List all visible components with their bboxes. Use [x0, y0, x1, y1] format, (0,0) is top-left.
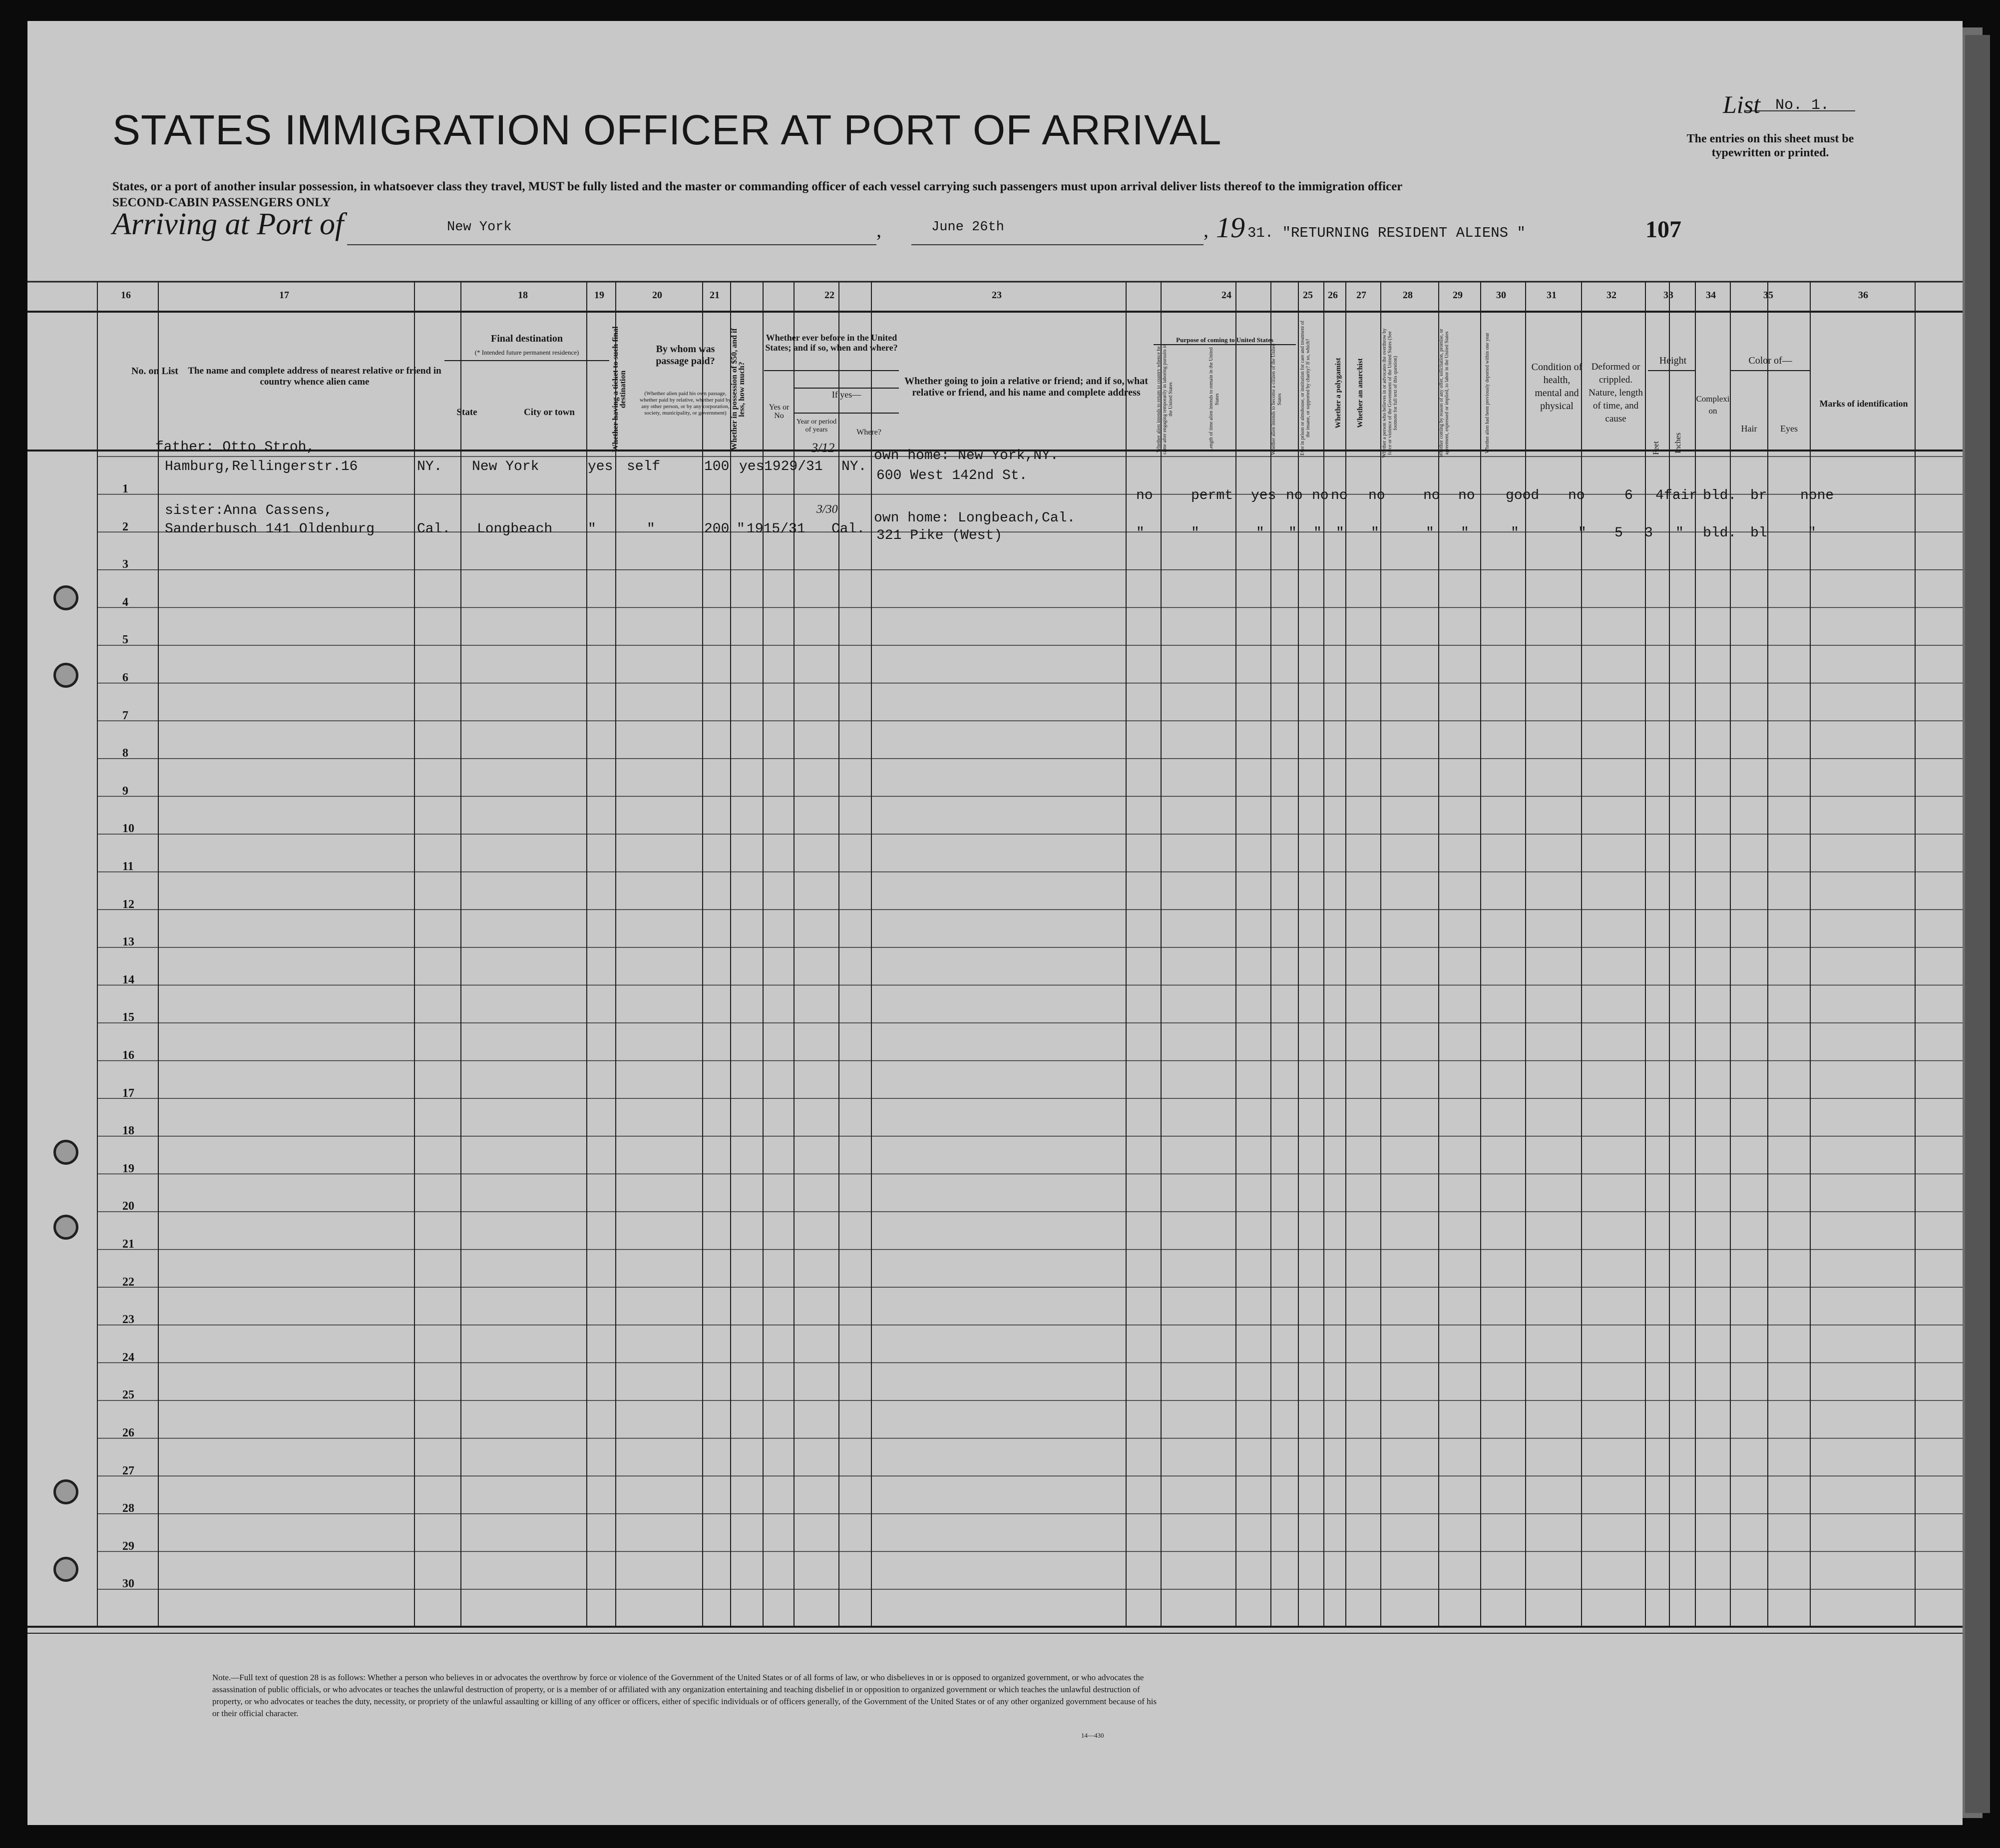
row-number: 15: [122, 1011, 134, 1024]
header-subtitle: States, or a port of another insular possession, in whatsoever class they travel, MUST be fully listed and the master or commanding officer of each vessel carrying such passengers must upon arrival deliver lists thereof to the immigration officer: [112, 180, 1403, 193]
row-number: 21: [122, 1238, 134, 1251]
purpose-a-value: no: [1136, 488, 1153, 503]
list-label: List: [1723, 90, 1761, 118]
column-number: 27: [1356, 290, 1366, 301]
column-number: 32: [1606, 290, 1616, 301]
header-final-destination: Final destination: [491, 333, 563, 344]
feet-value: 5: [1614, 525, 1623, 541]
row-number: 14: [122, 973, 134, 986]
column-number: 30: [1496, 290, 1506, 301]
purpose-b-value: ": [1191, 525, 1200, 541]
eyes-value: bl: [1750, 525, 1767, 541]
money-value: 100: [704, 459, 730, 474]
header-final-destination-note: (* Intended future permanent residence): [474, 349, 579, 356]
column-number: 29: [1453, 290, 1463, 301]
destination-state: Cal.: [417, 521, 451, 537]
health-value: ": [1511, 525, 1519, 541]
before-value: ": [737, 521, 745, 537]
manifest-sheet: [27, 21, 1963, 1825]
comma: ,: [876, 219, 881, 241]
header-if-yes: If yes—: [831, 390, 861, 400]
ticket-value: yes: [588, 459, 613, 474]
destination-city: New York: [472, 459, 539, 474]
header-eyes: Eyes: [1780, 424, 1798, 434]
row-number: 9: [122, 784, 128, 798]
column-number: 26: [1328, 290, 1338, 301]
header-purpose-c: Whether alien intends to become a citizen of the United States: [1271, 344, 1282, 455]
header-color-of: Color of—: [1748, 355, 1792, 366]
year-and-class: 31. "RETURNING RESIDENT ALIENS ": [1247, 225, 1526, 241]
row-number: 20: [122, 1200, 134, 1213]
column-number: 20: [652, 290, 662, 301]
header-q28: Whether a person who believes in or advocates the overthrow by force or violence of the Government of the United States (See footnote for full text of this question): [1382, 328, 1398, 458]
row-number: 29: [122, 1539, 134, 1553]
purpose-c-value: ": [1256, 525, 1264, 541]
join-line-1: own home: Longbeach,Cal.: [874, 510, 1076, 526]
join-line-2: 321 Pike (West): [876, 528, 1003, 543]
prison-value: no: [1286, 488, 1303, 503]
header-feet: Feet: [1652, 441, 1660, 455]
header-polygamist: Whether a polygamist: [1334, 358, 1342, 429]
class-line: SECOND-CABIN PASSENGERS ONLY: [112, 196, 331, 209]
header-deformed: Deformed or crippled. Nature, length of time, and cause: [1589, 362, 1643, 424]
inches-value: 3: [1644, 525, 1653, 541]
year-annotation: 3/12: [811, 441, 835, 455]
page-number: 107: [1645, 216, 1681, 243]
header-inches: Inches: [1674, 433, 1682, 454]
marks-value: ": [1808, 525, 1816, 541]
row-number: 16: [122, 1049, 134, 1062]
row-number: 6: [122, 671, 128, 684]
header-passage: By whom was passage paid?: [656, 344, 715, 367]
purpose-a-value: ": [1136, 525, 1145, 541]
row-number: 30: [122, 1577, 134, 1591]
header-passage-note: (Whether alien paid his own passage, whether paid by relative, whether paid by any other person, or by any corporation, society, municipality, or government): [640, 391, 731, 416]
header-purpose: Purpose of coming to United States: [1176, 336, 1273, 344]
deformed-value: ": [1578, 525, 1587, 541]
row-number: 23: [122, 1313, 134, 1327]
header-state: State: [456, 407, 477, 418]
row-number: 1: [122, 482, 128, 495]
row-number: 11: [122, 860, 134, 873]
form-code: 14—430: [1081, 1732, 1104, 1739]
row-number: 17: [122, 1086, 134, 1100]
join-line-1: own home: New York,NY.: [874, 448, 1059, 463]
sheet-instruction: The entries on this sheet must be typewritten or printed.: [1686, 132, 1854, 159]
passage-value: self: [627, 459, 661, 474]
column-number: 21: [710, 290, 720, 301]
header-before-us: Whether ever before in the United States; and if so, when and where?: [765, 333, 898, 353]
arriving-label: Arriving at Port of: [112, 207, 344, 241]
row-number: 25: [122, 1388, 134, 1402]
join-line-2: 600 West 142nd St.: [876, 468, 1028, 483]
header-complexion: Complexion: [1696, 394, 1730, 416]
row-number: 10: [122, 822, 134, 836]
row-number: 24: [122, 1351, 134, 1364]
year-value: 1929/31: [764, 459, 823, 474]
relative-address: Hamburg,Rellingerstr.16: [165, 459, 358, 474]
header-money: Whether in possession of $50, and if less, how much?: [730, 328, 746, 451]
column-number: 19: [594, 290, 604, 301]
health-value: good: [1506, 488, 1540, 503]
header-yes-no: Yes or No: [769, 403, 790, 420]
passage-value: ": [647, 521, 655, 537]
q29-value: ": [1426, 525, 1434, 541]
column-number: 16: [121, 290, 131, 301]
relative-name: father: Otto Stroh,: [155, 440, 315, 455]
q30-value: no: [1458, 488, 1475, 503]
header-where: Where?: [856, 428, 881, 437]
relative-name: sister:Anna Cassens,: [165, 503, 333, 518]
header-anarchist: Whether an anarchist: [1356, 358, 1364, 428]
header-no-on-list: No. on List: [131, 366, 178, 377]
where-value: NY.: [841, 459, 867, 474]
before-value: yes: [739, 459, 765, 474]
list-number: No. 1.: [1775, 97, 1830, 114]
polygamist-value: ": [1313, 525, 1322, 541]
row-number: 2: [122, 520, 128, 533]
row-number: 26: [122, 1426, 134, 1439]
money-value: 200: [704, 521, 730, 537]
header-ticket: Whether having a ticket to such final destination: [611, 326, 627, 453]
destination-city: Longbeach: [477, 521, 553, 537]
eyes-value: br: [1750, 488, 1767, 503]
column-number: 18: [518, 290, 528, 301]
row-number: 4: [122, 595, 128, 609]
header-city: City or town: [523, 407, 575, 418]
purpose-c-value: yes: [1251, 488, 1276, 503]
arrival-date: June 26th: [931, 220, 1004, 235]
row-number: 18: [122, 1124, 134, 1138]
header-nearest-relative: The name and complete address of nearest relative or friend in country whence alien came: [188, 366, 441, 387]
inches-value: 4: [1655, 488, 1664, 503]
row-number: 7: [122, 709, 128, 722]
complexion-value: fair: [1664, 488, 1698, 503]
where-value: Cal.: [831, 521, 865, 537]
header-hair: Hair: [1741, 424, 1757, 434]
polygamist-value: no: [1312, 488, 1329, 503]
header-health: Condition of health, mental and physical: [1531, 362, 1583, 412]
relative-address: Sanderbusch 141 Oldenburg: [165, 521, 375, 537]
header-join: Whether going to join a relative or friend; and if so, what relative or friend, and his name and complete address: [904, 376, 1148, 398]
row-number: 19: [122, 1162, 134, 1175]
q30-value: ": [1461, 525, 1469, 541]
row-number: 28: [122, 1502, 134, 1515]
complexion-value: ": [1675, 525, 1684, 541]
q29-value: no: [1423, 488, 1440, 503]
anarchist-value: no: [1331, 488, 1348, 503]
row-number: 3: [122, 558, 128, 571]
column-number: 33: [1663, 290, 1673, 301]
feet-value: 6: [1624, 488, 1633, 503]
row-number: 12: [122, 898, 134, 911]
q28-value: ": [1371, 525, 1379, 541]
destination-state: NY.: [417, 459, 442, 474]
year-annotation: 3/30: [816, 503, 838, 516]
column-number: 25: [1303, 290, 1313, 301]
column-number: 35: [1763, 290, 1773, 301]
row-number: 27: [122, 1464, 134, 1477]
hair-value: bld.: [1703, 488, 1737, 503]
header-purpose-b: Length of time alien intends to remain in the United States: [1208, 347, 1220, 452]
column-number: 22: [824, 290, 834, 301]
prison-value: ": [1288, 525, 1297, 541]
row-number: 8: [122, 747, 128, 760]
column-number: 36: [1858, 290, 1868, 301]
column-number: 23: [992, 290, 1002, 301]
year-prefix: 19: [1216, 211, 1245, 244]
purpose-b-value: permt: [1191, 488, 1233, 503]
header-prison: Ever in prison or almshouse, or institution for care and treatment of the insane, or supported by charity? If so, which?: [1300, 321, 1311, 456]
header-q30: Whether alien had been previously deported within one year: [1485, 333, 1490, 454]
year-value: 1915/31: [747, 521, 805, 537]
column-number: 17: [279, 290, 289, 301]
header-height: Height: [1659, 355, 1687, 366]
deformed-value: no: [1568, 488, 1585, 503]
page-title: STATES IMMIGRATION OFFICER AT PORT OF ARRIVAL: [112, 106, 1222, 153]
row-number: 5: [122, 633, 128, 647]
marks-value: none: [1800, 488, 1834, 503]
column-number: 34: [1706, 290, 1716, 301]
arrival-port: New York: [447, 220, 512, 235]
header-purpose-a: Whether alien intends to return to country whence he came after engaging temporarily in laboring pursuits in the United States: [1156, 344, 1174, 455]
column-number: 24: [1221, 290, 1231, 301]
ticket-value: ": [588, 521, 596, 537]
footnote: Note.—Full text of question 28 is as follows: Whether a person who believes in or advocates the overthrow by force or violence of the Government of the United States or of all forms of law, or who disbelieves in or is opposed to organized government, or who advocates the assassination of public officials, or who advocates or teaches the unlawful destruction of property, or is a member of or affiliated with any organization entertaining and teaching disbelief in or opposition to organized government or which teaches the unlawful destruction of property, or who advocates or teaches the duty, necessity, or propriety of the unlawful assaulting or killing of any officer or officers, either of specific individuals or of officers generally, of the Government of the United States or of any other organized government because of his or their official character.: [212, 1673, 1157, 1718]
row-number: 13: [122, 935, 134, 949]
q28-value: no: [1368, 488, 1385, 503]
row-number: 22: [122, 1275, 134, 1289]
column-number: 28: [1403, 290, 1413, 301]
comma: ,: [1203, 219, 1208, 241]
header-year-period: Year or period of years: [796, 418, 837, 434]
header-marks: Marks of identification: [1819, 399, 1908, 409]
page-edge: [1965, 35, 1990, 1813]
anarchist-value: ": [1336, 525, 1344, 541]
header-q29: Whether coming by reason of any offer, solicitation, promise, or agreement, expressed or implied, to labor in the United States: [1439, 329, 1450, 458]
hair-value: bld.: [1703, 525, 1737, 541]
column-number: 31: [1547, 290, 1557, 301]
